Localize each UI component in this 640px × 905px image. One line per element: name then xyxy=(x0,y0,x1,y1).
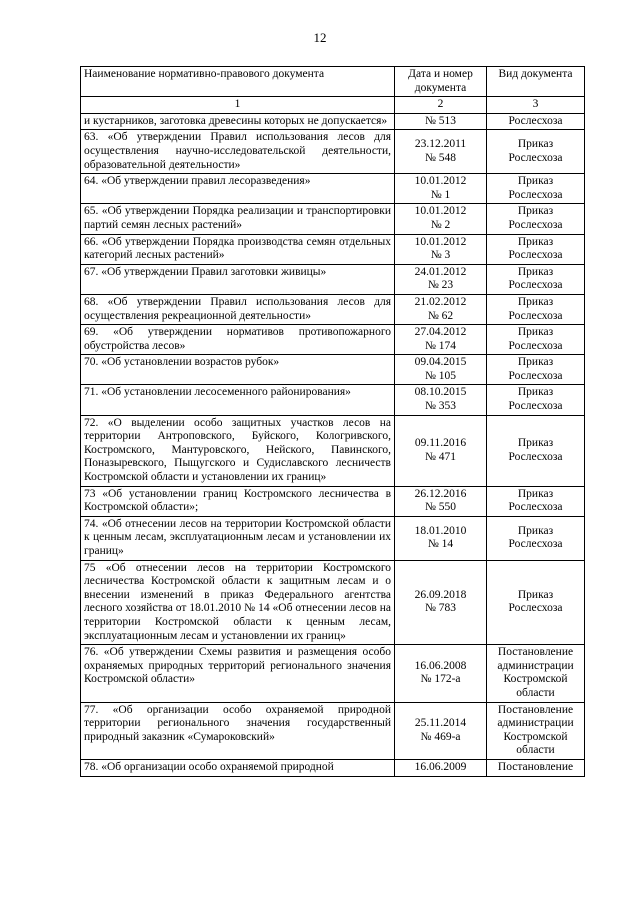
document-type-cell: Постановление администрации Костромской области xyxy=(487,702,585,759)
document-name-cell: 73 «Об установлении границ Костромского лесничества в Костромской области»; xyxy=(81,486,395,516)
table-row xyxy=(81,516,585,560)
document-name-cell: 63. «Об утверждении Правил использования лесов для осуществления научно-исследовательской деятельности, образовательной деятельности» xyxy=(81,130,395,174)
document-type-cell: Приказ Рослесхоза xyxy=(487,325,585,355)
document-name-cell: 67. «Об утверждении Правил заготовки живицы» xyxy=(81,264,395,294)
document-number: № 1 xyxy=(430,188,451,201)
document-date: 16.06.2008 xyxy=(414,659,467,672)
document-type-cell: Приказ Рослесхоза xyxy=(487,486,585,516)
table-row xyxy=(81,204,585,234)
document-number: № 174 xyxy=(424,339,457,352)
document-type-cell: Приказ Рослесхоза xyxy=(487,385,585,415)
date-number-cell xyxy=(395,385,487,415)
document-type-cell: Рослесхоза xyxy=(487,113,585,130)
document-type-cell: Приказ Рослесхоза xyxy=(487,264,585,294)
column-number-1: 1 xyxy=(81,97,395,114)
document-number: № 548 xyxy=(424,151,457,164)
document-name-cell: 69. «Об утверждении нормативов противопожарного обустройства лесов» xyxy=(81,325,395,355)
date-number-cell xyxy=(395,759,487,776)
document-number: № 172-а xyxy=(420,673,461,686)
document-number: № 513 xyxy=(424,114,457,127)
document-type-cell: Приказ Рослесхоза xyxy=(487,560,585,645)
date-number-cell xyxy=(395,355,487,385)
document-date: 16.06.2009 xyxy=(414,760,467,773)
documents-table xyxy=(80,66,585,777)
document-date: 26.09.2018 xyxy=(414,588,467,601)
header-row xyxy=(81,67,585,97)
document-number: № 353 xyxy=(424,400,457,413)
document-name-cell: 75 «Об отнесении лесов на территории Костромского лесничества Костромской области к защитным лесам и о внесении изменений в приказ Федерального агентства лесного хозяйства от 18.01.2010 № 14 «Об отнесении лесов на территории Костромской области к ценным лесам, эксплуатационным лесам и установлении их границ» xyxy=(81,560,395,645)
document-type-cell: Постановление xyxy=(487,759,585,776)
date-number-cell xyxy=(395,294,487,324)
date-number-cell xyxy=(395,415,487,486)
document-date: 09.11.2016 xyxy=(414,437,467,450)
document-date: 08.10.2015 xyxy=(414,386,467,399)
document-type-cell: Приказ Рослесхоза xyxy=(487,294,585,324)
document-date: 10.01.2012 xyxy=(414,175,467,188)
document-type-cell: Приказ Рослесхоза xyxy=(487,130,585,174)
column-number-2: 2 xyxy=(395,97,487,114)
document-type-cell: Приказ Рослесхоза xyxy=(487,234,585,264)
table-row xyxy=(81,234,585,264)
document-name-cell: 77. «Об организации особо охраняемой природной территории регионального значения государственный природный заказник «Сумароковский» xyxy=(81,702,395,759)
document-type-cell: Приказ Рослесхоза xyxy=(487,174,585,204)
date-number-cell xyxy=(395,486,487,516)
table-row xyxy=(81,113,585,130)
date-number-cell xyxy=(395,234,487,264)
document-name-cell: 66. «Об утверждении Порядка производства семян отдельных категорий лесных растений» xyxy=(81,234,395,264)
document-name-cell: 78. «Об организации особо охраняемой природной xyxy=(81,759,395,776)
document-name-cell: 68. «Об утверждении Правил использования лесов для осуществления рекреационной деятельности» xyxy=(81,294,395,324)
document-name-cell: 76. «Об утверждении Схемы развития и размещения особо охраняемых природных территорий регионального значения Костромской области» xyxy=(81,645,395,702)
table-row xyxy=(81,759,585,776)
document-number: № 14 xyxy=(427,538,454,551)
document-date: 24.01.2012 xyxy=(414,265,467,278)
table-row xyxy=(81,174,585,204)
table-row xyxy=(81,264,585,294)
document-name-cell: 70. «Об установлении возрастов рубок» xyxy=(81,355,395,385)
document-type-cell: Приказ Рослесхоза xyxy=(487,415,585,486)
table-row xyxy=(81,294,585,324)
table-body xyxy=(81,113,585,776)
document-date: 10.01.2012 xyxy=(414,205,467,218)
header-doc-type: Вид документа xyxy=(487,67,585,97)
date-number-cell xyxy=(395,204,487,234)
document-type-cell: Постановление администрации Костромской области xyxy=(487,645,585,702)
document-date: 25.11.2014 xyxy=(414,717,467,730)
document-date: 10.01.2012 xyxy=(414,235,467,248)
document-date: 21.02.2012 xyxy=(414,295,467,308)
document-date: 27.04.2012 xyxy=(414,326,467,339)
table-row xyxy=(81,415,585,486)
document-number: № 2 xyxy=(430,218,451,231)
table-row xyxy=(81,560,585,645)
table-row xyxy=(81,645,585,702)
date-number-cell xyxy=(395,702,487,759)
column-number-row xyxy=(81,97,585,114)
table-row xyxy=(81,130,585,174)
date-number-cell xyxy=(395,516,487,560)
date-number-cell xyxy=(395,560,487,645)
document-date: 18.01.2010 xyxy=(414,524,467,537)
table-row xyxy=(81,385,585,415)
document-type-cell: Приказ Рослесхоза xyxy=(487,516,585,560)
document-type-cell: Приказ Рослесхоза xyxy=(487,355,585,385)
date-number-cell xyxy=(395,113,487,130)
date-number-cell xyxy=(395,174,487,204)
document-name-cell: 74. «Об отнесении лесов на территории Костромской области к ценным лесам, эксплуатационным лесам и установлении их границ» xyxy=(81,516,395,560)
document-number: № 3 xyxy=(430,249,451,262)
document-number: № 469-а xyxy=(420,730,461,743)
date-number-cell xyxy=(395,645,487,702)
column-number-3: 3 xyxy=(487,97,585,114)
document-number: № 471 xyxy=(424,450,457,463)
table-row xyxy=(81,325,585,355)
table-row xyxy=(81,702,585,759)
document-date: 09.04.2015 xyxy=(414,356,467,369)
header-date-number: Дата и номер документа xyxy=(395,67,487,97)
table-row xyxy=(81,355,585,385)
document-number: № 62 xyxy=(427,309,454,322)
document-date: 26.12.2016 xyxy=(414,487,467,500)
date-number-cell xyxy=(395,325,487,355)
document-name-cell: и кустарников, заготовка древесины которых не допускается» xyxy=(81,113,395,130)
document-number: № 550 xyxy=(424,501,457,514)
document-type-cell: Приказ Рослесхоза xyxy=(487,204,585,234)
document-name-cell: 72. «О выделении особо защитных участков лесов на территории Антроповского, Буйского, Кологривского, Костромского, Мантуровского, Нейского, Павинского, Поназыревского, Пыщугского и Судиславского лесничеств Костромской области и установлении их границ» xyxy=(81,415,395,486)
document-date: 23.12.2011 xyxy=(414,138,467,151)
document-number: № 105 xyxy=(424,369,457,382)
document-name-cell: 71. «Об установлении лесосеменного районирования» xyxy=(81,385,395,415)
date-number-cell xyxy=(395,130,487,174)
document-name-cell: 64. «Об утверждении правил лесоразведения» xyxy=(81,174,395,204)
document-name-cell: 65. «Об утверждении Порядка реализации и транспортировки партий семян лесных растений» xyxy=(81,204,395,234)
header-name: Наименование нормативно-правового документа xyxy=(81,67,395,97)
date-number-cell xyxy=(395,264,487,294)
page-number: 12 xyxy=(313,30,327,45)
document-number: № 783 xyxy=(424,602,457,615)
table-row xyxy=(81,486,585,516)
document-number: № 23 xyxy=(427,279,454,292)
